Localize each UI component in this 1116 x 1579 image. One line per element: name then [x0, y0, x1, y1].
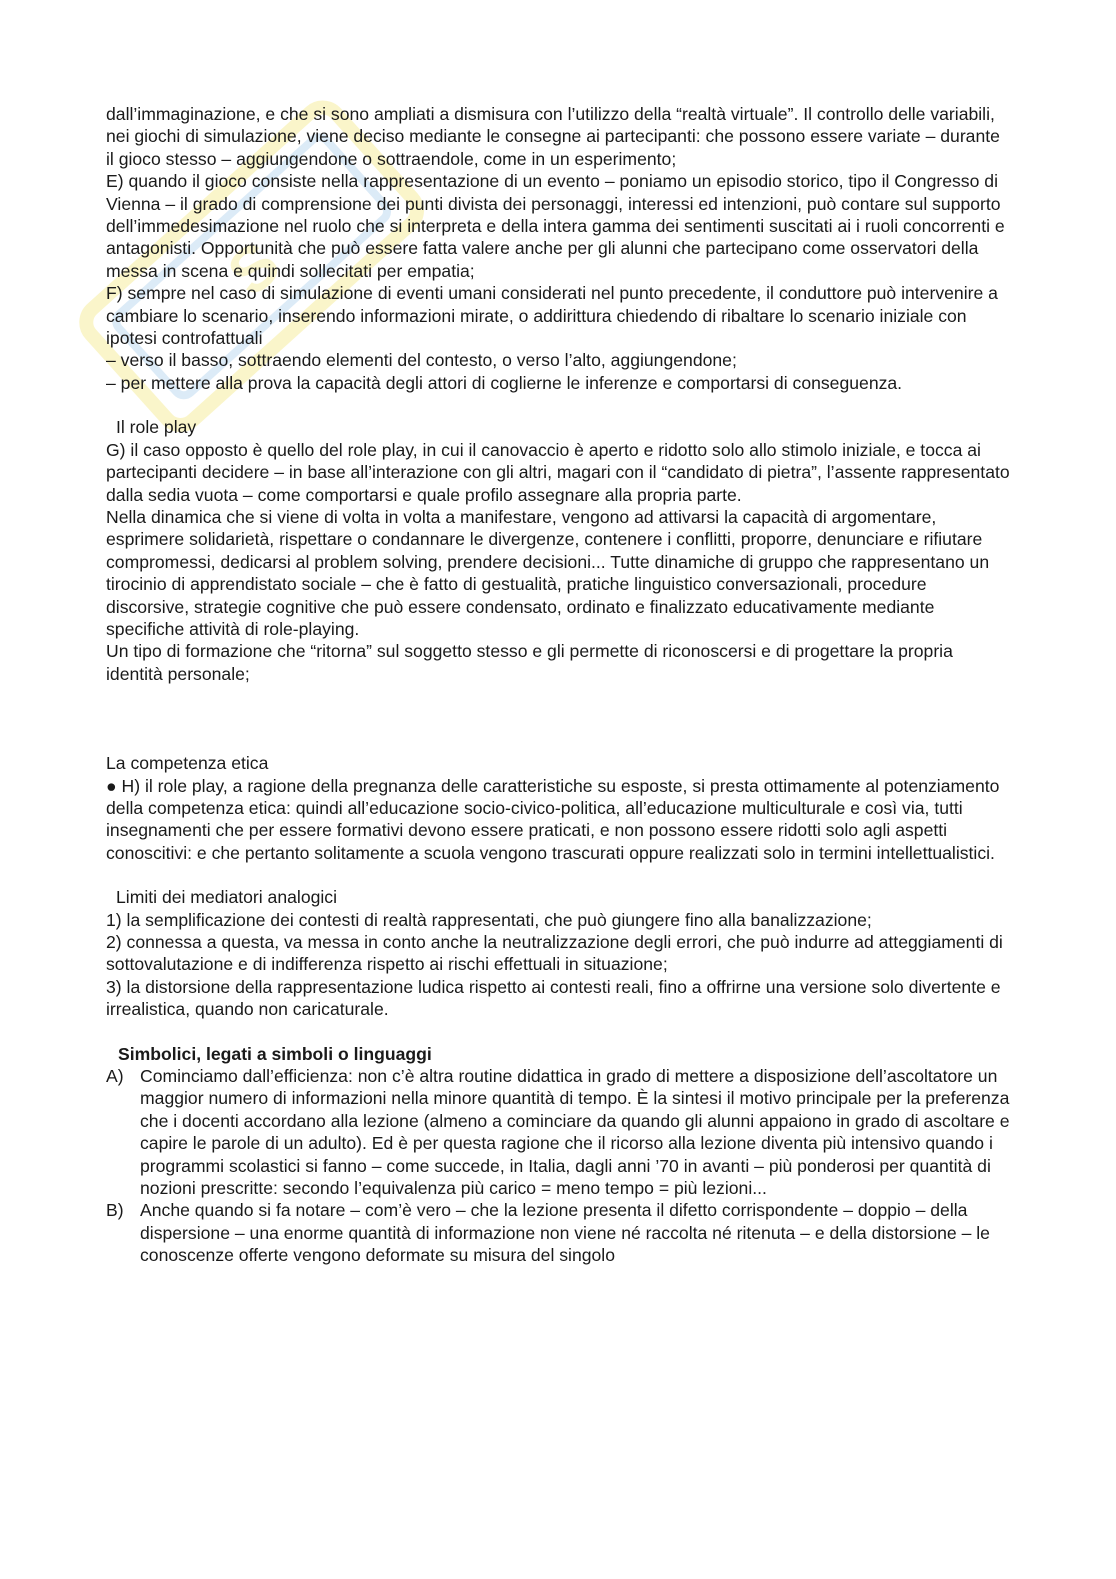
competenza-etica-heading: La competenza etica	[106, 753, 269, 774]
intro-paragraph: E) quando il gioco consiste nella rappresentazione di un evento – poniamo un episodio storico, tipo il Congresso di Vienna – il grado di comprensione dei punti divista dei personaggi, interessi ed intenzioni, può contare sul supporto dell’immedesimazione nel ruolo che si interpreta e della intera gamma dei sentimenti suscitati ai i ruoli concorrenti e antagonisti. Opportunità che può essere fatta valere anche per gli alunni che partecipano come osservatori della messa in scena e quindi sollecitati per empatia;	[106, 171, 1005, 281]
limiti-item: 3) la distorsione della rappresentazione ludica rispetto ai contesti reali, fino a offrirne una versione solo divertente e irrealistica, quando non caricaturale.	[106, 976, 1001, 1020]
svg-text:S: S	[213, 227, 294, 310]
intro-paragraph: dall’immaginazione, e che si sono ampliati a dismisura con l’utilizzo della “realtà virtuale”. Il controllo delle variabili, nei giochi di simulazione, viene deciso mediante le consegne ai partecipanti: che possono essere variate – durante il gioco stesso – aggiungendone o sottraendole, come in un esperimento;	[106, 104, 1000, 169]
list-marker: A)	[106, 1066, 124, 1087]
competenza-etica-paragraph: ● H) il role play, a ragione della pregnanza delle caratteristiche su esposte, si presta ottimamente al potenziamento della competenza etica: quindi all’educazione socio-civico-politica, all’educazione multiculturale e così via, tutti insegnamenti che per essere formativi devono essere praticati, e non possono essere ridotti solo agli aspetti conoscitivi: e che pertanto solitamente a scuola vengono trascurati oppure realizzati solo in termini intellettualistici.	[106, 775, 1000, 863]
list-item-text: Cominciamo dall’efficienza: non c’è altra routine didattica in grado di mettere a disposizione dell’ascoltatore un maggior numero di informazioni nella minore quantità di tempo. È la sintesi il motivo principale per la preferenza che i docenti accordano alla lezione (almeno a cominciare da quando gli alunni appaiono in grado di ascoltare e capire le parole di un adulto). Ed è per questa ragione che il ricorso alla lezione diventa più intensivo quando i programmi scolastici si fanno – come succede, in Italia, dagli anni ’70 in avanti – più ponderosi per quantità di nozioni prescritte: secondo l’equivalenza più carico = meno tempo = più lezioni...	[140, 1066, 1010, 1199]
limiti-heading: Limiti dei mediatori analogici	[116, 887, 338, 908]
document-page	[106, 103, 1011, 1267]
intro-paragraph: – per mettere alla prova la capacità degli attori di coglierne le inferenze e comportarsi di conseguenza.	[106, 372, 903, 393]
role-play-paragraph: Un tipo di formazione che “ritorna” sul soggetto stesso e gli permette di riconoscersi e di progettare la propria identità personale;	[106, 641, 953, 684]
intro-section	[106, 103, 1011, 394]
simbolici-list	[106, 1065, 1011, 1267]
list-item-text: Anche quando si fa notare – com’è vero – che la lezione presenta il difetto corrispondente – doppio – della dispersione – una enorme quantità di informazione non viene né raccolta né ritenuta – e della distorsione – le conoscenze offerte vengono deformate su misura del singolo	[140, 1200, 990, 1266]
list-item	[106, 1199, 1011, 1266]
simbolici-section	[106, 1043, 1011, 1267]
list-marker: B)	[106, 1200, 124, 1221]
limiti-item: 1) la semplificazione dei contesti di realtà rappresentati, che può giungere fino alla banalizzazione;	[106, 909, 872, 930]
intro-paragraph: – verso il basso, sottraendo elementi del contesto, o verso l’alto, aggiungendone;	[106, 350, 737, 371]
role-play-paragraph: G) il caso opposto è quello del role play, in cui il canovaccio è aperto e ridotto solo allo stimolo iniziale, e tocca ai partecipanti decidere – in base all’interazione con gli altri, magari con il “candidato di pietra”, l’assente rappresentato dalla sedia vuota – come comportarsi e quale profilo assegnare alla propria parte.	[106, 439, 1010, 505]
role-play-heading: Il role play	[116, 417, 197, 438]
simbolici-heading: Simbolici, legati a simboli o linguaggi	[118, 1043, 432, 1064]
list-item	[106, 1065, 1011, 1199]
limiti-section	[106, 886, 1011, 1020]
role-play-paragraph: Nella dinamica che si viene di volta in volta a manifestare, vengono ad attivarsi la capacità di argomentare, esprimere solidarietà, rispettare o condannare le divergenze, contenere i conflitti, proporre, denunciare e rifiutare compromessi, dedicarsi al problem solving, prendere decisioni... Tutte dinamiche di gruppo che rappresentano un tirocinio di apprendistato sociale – che è fatto di gestualità, pratiche linguistico conversazionali, procedure discorsive, strategie cognitive che può essere condensato, ordinato e finalizzato educativamente mediante specifiche attività di role-playing.	[106, 506, 990, 639]
limiti-item: 2) connessa a questa, va messa in conto anche la neutralizzazione degli errori, che può indurre ad atteggiamenti di sottovalutazione e di indifferenza rispetto ai rischi effettuali in situazione;	[106, 932, 1003, 975]
role-play-section	[106, 416, 1011, 685]
intro-paragraph: F) sempre nel caso di simulazione di eventi umani considerati nel punto precedente, il conduttore può intervenire a cambiare lo scenario, inserendo informazioni mirate, o addirittura chiedendo di ribaltare lo scenario iniziale con ipotesi controfattuali	[106, 283, 998, 349]
competenza-etica-section	[106, 752, 1011, 864]
